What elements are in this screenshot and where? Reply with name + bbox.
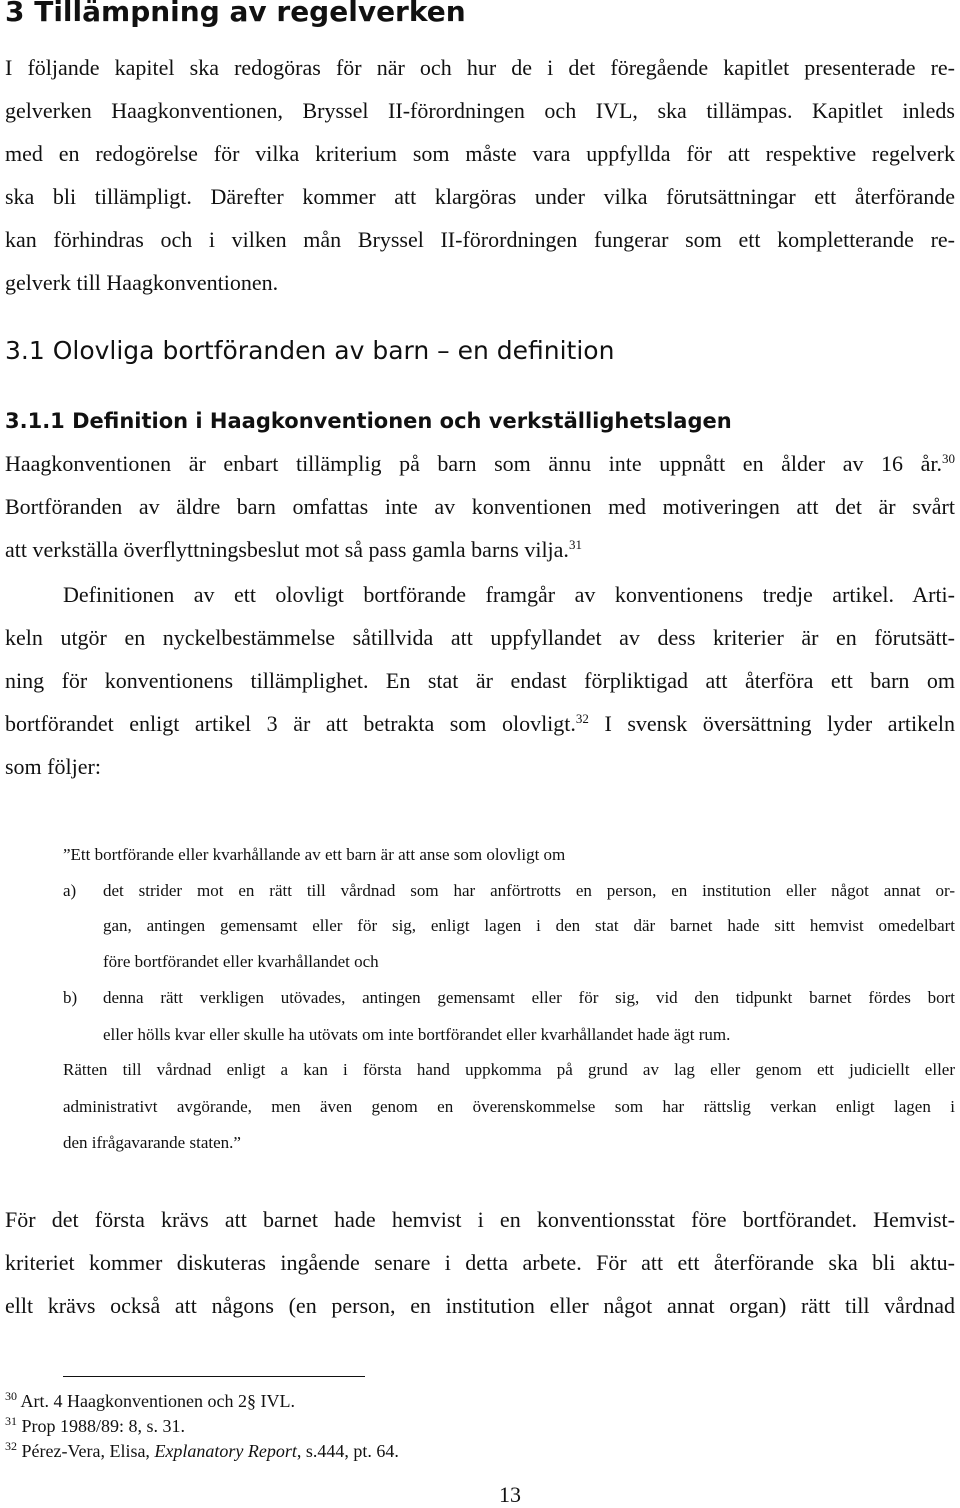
paragraph-line: ning för konventionens tillämplighet. En stat är endast förpliktigad att återföra ett barn om bbox=[5, 668, 955, 693]
paragraph-text: I svensk översättning lyder artikeln bbox=[588, 711, 955, 736]
page-number: 13 bbox=[499, 1482, 521, 1507]
intro-line: gelverken Haagkonventionen, Bryssel II-förordningen och IVL, ska tillämpas. Kapitlet inleds bbox=[5, 98, 955, 123]
footnote-ref: 32 bbox=[575, 711, 589, 726]
footnote-separator bbox=[63, 1376, 365, 1377]
intro-line: med en redogörelse för vilka kriterium som måste vara uppfyllda för att respektive regelverk bbox=[5, 141, 955, 166]
footnote bbox=[5, 1415, 185, 1437]
footnote bbox=[5, 1390, 295, 1412]
intro-line: gelverk till Haagkonventionen. bbox=[5, 270, 279, 295]
quote-line: administrativt avgörande, men även genom en överenskommelse som har rättslig verkan enligt lagen i bbox=[63, 1097, 955, 1116]
quote-line: före bortförandet eller kvarhållandet och bbox=[103, 952, 379, 971]
paragraph-text: bortförandet enligt artikel 3 är att betrakta som olovligt. bbox=[5, 711, 576, 736]
footnote-number: 31 bbox=[5, 1414, 17, 1428]
intro-line: I följande kapitel ska redogöras för när och hur de i det föregående kapitlet presenterade re- bbox=[5, 55, 955, 80]
paragraph-line bbox=[5, 451, 955, 477]
quote-line: den ifrågavarande staten.” bbox=[63, 1133, 241, 1152]
footnote-number: 30 bbox=[5, 1389, 17, 1403]
footnote-text: Pérez-Vera, Elisa, bbox=[21, 1441, 155, 1461]
paragraph-line: som följer: bbox=[5, 754, 101, 779]
quote-item-marker: b) bbox=[63, 988, 78, 1007]
quote-intro: ”Ett bortförande eller kvarhållande av ett barn är att anse som olovligt om bbox=[63, 845, 566, 864]
quote-line: denna rätt verkligen utövades, antingen gemensamt eller för sig, vid den tidpunkt barnet fördes bort bbox=[103, 988, 955, 1007]
footnote-title: Explanatory Report bbox=[154, 1441, 297, 1461]
paragraph-line: Definitionen av ett olovligt bortförande framgår av konventionens tredje artikel. Arti- bbox=[63, 582, 955, 607]
paragraph-line: keln utgör en nyckelbestämmelse såtillvida att uppfyllandet av dess kriterier är en förutsätt- bbox=[5, 625, 955, 650]
paragraph-text: Haagkonventionen är enbart tillämplig på barn som ännu inte uppnått en ålder av 16 år. bbox=[5, 451, 942, 476]
intro-line: kan förhindras och i vilken mån Bryssel II-förordningen fungerar som ett kompletterande re- bbox=[5, 227, 955, 252]
footnote-ref: 30 bbox=[942, 451, 955, 466]
quote-item-marker: a) bbox=[63, 881, 77, 900]
chapter-heading: 3 Tillämpning av regelverken bbox=[5, 0, 466, 28]
subsection-heading: 3.1.1 Definition i Haagkonventionen och verkställighetslagen bbox=[5, 409, 732, 433]
footnote-text: Art. 4 Haagkonventionen och 2§ IVL. bbox=[20, 1391, 295, 1411]
paragraph-line: kriteriet kommer diskuteras ingående senare i detta arbete. För att ett återförande ska bli aktu- bbox=[5, 1250, 955, 1275]
paragraph-line: ellt krävs också att någons (en person, en institution eller något annat organ) rätt till vårdnad bbox=[5, 1293, 955, 1318]
intro-line: ska bli tillämpligt. Därefter kommer att klargöras under vilka förutsättningar ett återförande bbox=[5, 184, 955, 209]
footnote-text: , s.444, pt. 64. bbox=[296, 1441, 399, 1461]
quote-line: eller hölls kvar eller skulle ha utövats om inte bortförandet eller kvarhållandet hade ägt rum. bbox=[103, 1025, 731, 1044]
paragraph-line: Bortföranden av äldre barn omfattas inte av konventionen med motiveringen att det är svårt bbox=[5, 494, 955, 519]
paragraph-line bbox=[5, 711, 955, 737]
section-heading: 3.1 Olovliga bortföranden av barn – en definition bbox=[5, 336, 615, 365]
footnote bbox=[5, 1440, 399, 1462]
quote-line: gan, antingen gemensamt eller för sig, enligt lagen i den stat där barnet hade sitt hemvist omedelbart bbox=[103, 916, 955, 935]
paragraph-text: att verkställa överflyttningsbeslut mot så pass gamla barns vilja. bbox=[5, 537, 569, 562]
footnote-number: 32 bbox=[5, 1439, 17, 1453]
paragraph-line bbox=[5, 537, 955, 563]
quote-line: Rätten till vårdnad enligt a kan i första hand uppkomma på grund av lag eller genom ett judiciellt eller bbox=[63, 1060, 955, 1079]
paragraph-line: För det första krävs att barnet hade hemvist i en konventionsstat före bortförandet. Hemvist- bbox=[5, 1207, 955, 1232]
footnote-ref: 31 bbox=[568, 537, 582, 552]
footnote-text: Prop 1988/89: 8, s. 31. bbox=[21, 1416, 186, 1436]
quote-line: det strider mot en rätt till vårdnad som har anförtrotts en person, en institution eller något annat or- bbox=[103, 881, 955, 900]
